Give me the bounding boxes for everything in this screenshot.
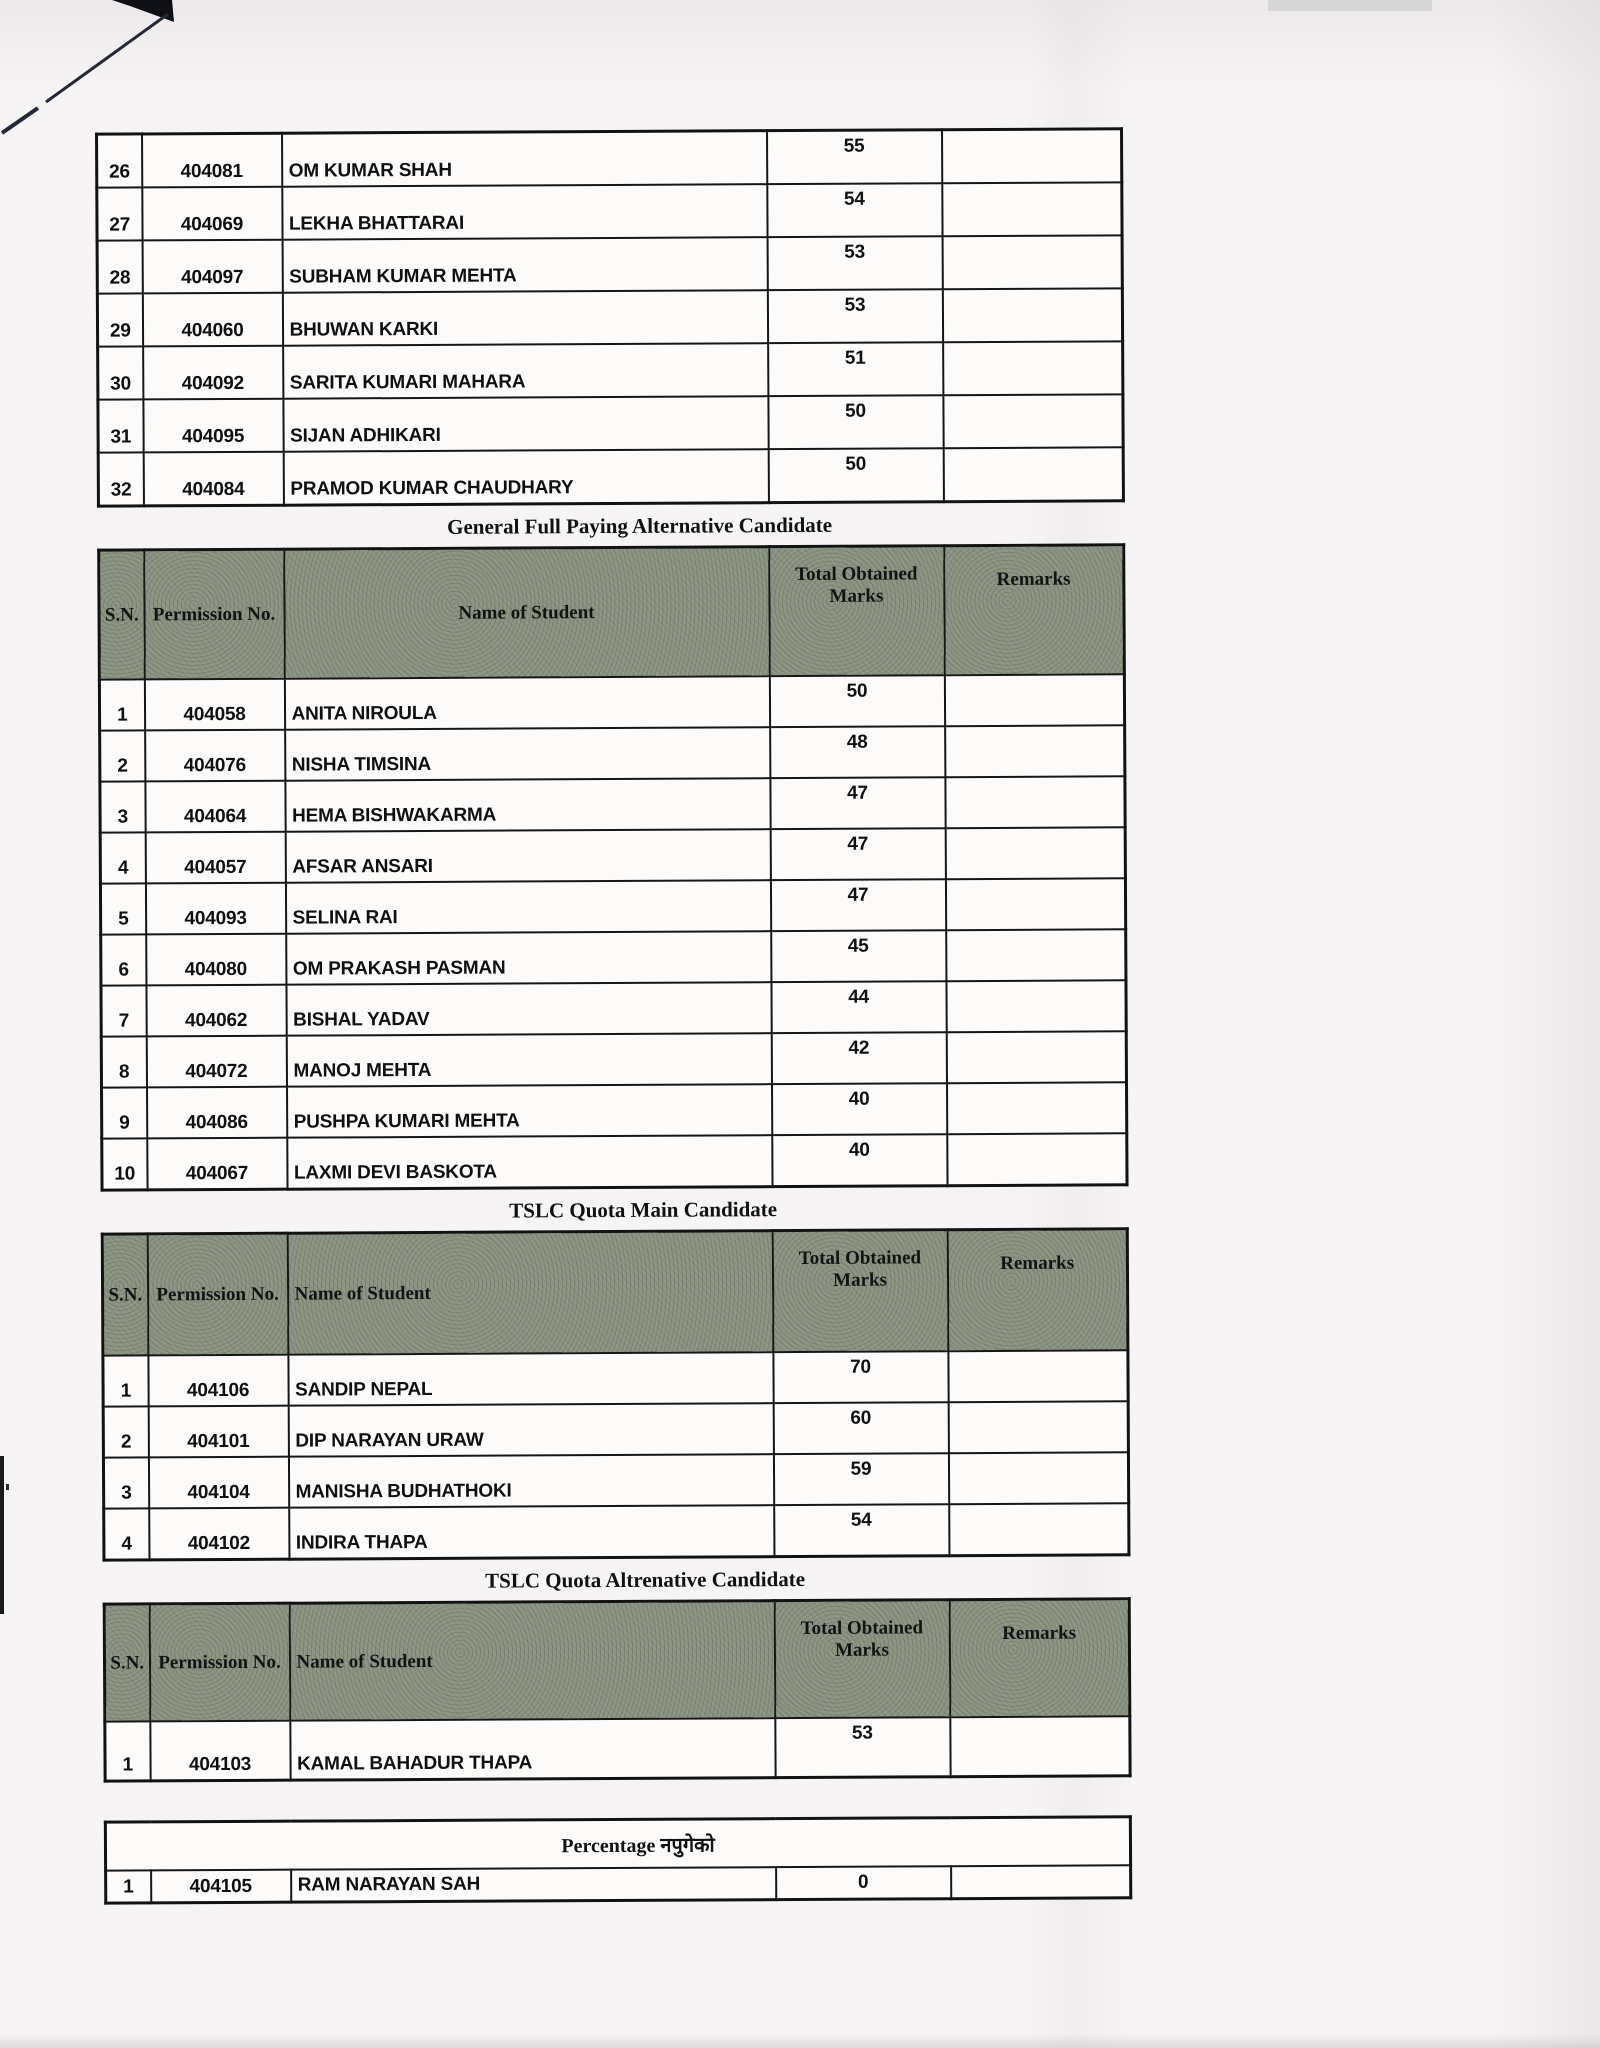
serial-number-cell: 26: [97, 134, 142, 188]
header-sn: S.N.: [99, 550, 145, 680]
table-row: [101, 929, 1126, 985]
remarks-cell: [942, 129, 1122, 183]
header-name-of-student: Name of Student: [289, 1601, 775, 1721]
total-marks-cell: 53: [775, 1717, 950, 1777]
remarks-cell: [945, 827, 1125, 879]
header-remarks: Remarks: [949, 1599, 1130, 1717]
remarks-cell: [944, 674, 1124, 726]
table-row: [99, 674, 1124, 730]
header-name-of-student: Name of Student: [287, 1231, 773, 1355]
student-name-cell: SUBHAM KUMAR MEHTA: [282, 237, 767, 293]
student-name-cell: SIJAN ADHIKARI: [283, 396, 768, 452]
table-row: [97, 235, 1122, 293]
student-name-cell: PRAMOD KUMAR CHAUDHARY: [283, 449, 768, 505]
total-marks-cell: 60: [773, 1402, 948, 1454]
header-permission-no: Permission No.: [149, 1603, 290, 1721]
student-name-cell: HEMA BISHWAKARMA: [285, 778, 770, 832]
total-marks-cell: 51: [768, 342, 943, 396]
remarks-cell: [945, 725, 1125, 777]
serial-number-cell: 28: [97, 240, 142, 293]
serial-number-cell: 2: [100, 730, 145, 781]
permission-no-cell: 404062: [146, 985, 286, 1037]
permission-no-cell: 404104: [148, 1457, 288, 1509]
student-name-cell: LEKHA BHATTARAI: [282, 184, 767, 240]
serial-number-cell: 30: [98, 346, 143, 399]
table-row: [97, 129, 1122, 188]
remarks-cell: [946, 980, 1126, 1032]
total-marks-cell: 47: [770, 777, 945, 829]
total-marks-cell: 54: [767, 183, 942, 237]
table-row: [100, 827, 1125, 883]
permission-no-cell: 404102: [149, 1508, 289, 1560]
remarks-cell: [942, 288, 1122, 342]
header-remarks: Remarks: [944, 545, 1125, 675]
table-row: [100, 725, 1125, 781]
total-marks-cell: 50: [768, 395, 943, 449]
permission-no-cell: 404076: [145, 730, 285, 782]
header-name-of-student: Name of Student: [284, 547, 770, 679]
results-table-tslc-main: [101, 1227, 1131, 1561]
permission-no-cell: 404093: [145, 883, 285, 935]
table-header-row: [99, 545, 1125, 680]
total-marks-cell: 54: [774, 1504, 949, 1556]
remarks-cell: [945, 776, 1125, 828]
results-table-percentage-short: [104, 1815, 1132, 1904]
permission-no-cell: 404072: [146, 1036, 286, 1088]
student-name-cell: LAXMI DEVI BASKOTA: [287, 1135, 772, 1189]
total-marks-cell: 44: [771, 981, 946, 1033]
table-row: [100, 878, 1125, 934]
serial-number-cell: 1: [99, 679, 144, 730]
total-marks-cell: 42: [771, 1032, 946, 1084]
table-row: [98, 341, 1123, 399]
permission-no-cell: 404101: [148, 1406, 288, 1458]
permission-no-cell: 404081: [142, 133, 282, 187]
section-title-tslc-quota-main: TSLC Quota Main Candidate: [509, 1197, 778, 1223]
student-name-cell: RAM NARAYAN SAH: [291, 1867, 776, 1902]
table-row: [103, 1452, 1128, 1508]
serial-number-cell: 3: [100, 781, 145, 832]
remarks-cell: [943, 447, 1123, 501]
serial-number-cell: 1: [103, 1355, 148, 1406]
total-marks-cell: 53: [767, 289, 942, 343]
serial-number-cell: 3: [103, 1457, 148, 1508]
table-header-row: [102, 1229, 1128, 1356]
remarks-cell: [945, 878, 1125, 930]
remarks-cell: [942, 182, 1122, 236]
table-header-row: [104, 1599, 1130, 1722]
student-name-cell: BHUWAN KARKI: [282, 290, 767, 346]
serial-number-cell: 4: [104, 1508, 149, 1560]
total-marks-cell: 47: [770, 879, 945, 931]
total-marks-cell: 70: [773, 1351, 948, 1403]
remarks-cell: [947, 1133, 1127, 1185]
table-row: [102, 1133, 1127, 1190]
serial-number-cell: 29: [97, 293, 142, 346]
table-row: [102, 1082, 1127, 1138]
permission-no-cell: 404057: [145, 832, 285, 884]
header-permission-no: Permission No.: [147, 1233, 288, 1355]
table-row: [97, 182, 1122, 240]
total-marks-cell: 48: [770, 726, 945, 778]
student-name-cell: OM PRAKASH PASMAN: [286, 931, 771, 985]
header-sn: S.N.: [102, 1234, 148, 1356]
spacer: [104, 1777, 1129, 1820]
student-name-cell: INDIRA THAPA: [289, 1505, 774, 1559]
remarks-cell: [946, 929, 1126, 981]
remarks-cell: [946, 1031, 1126, 1083]
header-remarks: Remarks: [947, 1229, 1128, 1351]
section-title-percentage-not-reached: Percentage नपुगेको: [105, 1817, 1130, 1871]
serial-number-cell: 1: [106, 1870, 151, 1903]
serial-number-cell: 6: [101, 934, 146, 985]
table-row: [105, 1716, 1130, 1781]
student-name-cell: KAMAL BAHADUR THAPA: [290, 1718, 775, 1780]
header-total-obtained-marks: Total Obtained Marks: [772, 1230, 948, 1352]
total-marks-cell: 47: [770, 828, 945, 880]
scan-artifact-top-right: [1268, 0, 1432, 11]
student-name-cell: AFSAR ANSARI: [285, 829, 770, 883]
student-name-cell: OM KUMAR SHAH: [282, 131, 767, 187]
permission-no-cell: 404095: [143, 399, 283, 453]
permission-no-cell: 404064: [145, 781, 285, 833]
table-row: [101, 1031, 1126, 1087]
permission-no-cell: 404106: [148, 1355, 288, 1407]
permission-no-cell: 404086: [147, 1087, 287, 1139]
permission-no-cell: 404084: [143, 452, 283, 506]
student-name-cell: SARITA KUMARI MAHARA: [283, 343, 768, 399]
serial-number-cell: 31: [98, 399, 143, 452]
table-row: [97, 288, 1122, 346]
scan-artifact-left-dot: [6, 1484, 9, 1490]
student-name-cell: SANDIP NEPAL: [288, 1352, 773, 1406]
student-name-cell: SELINA RAI: [285, 880, 770, 934]
serial-number-cell: 32: [98, 452, 143, 506]
section-title-general-full-paying-alternative: General Full Paying Alternative Candidate: [447, 512, 833, 539]
table-row: [100, 776, 1125, 832]
header-permission-no: Permission No.: [144, 549, 285, 679]
serial-number-cell: 27: [97, 187, 142, 240]
total-marks-cell: 40: [772, 1134, 947, 1186]
serial-number-cell: 4: [100, 832, 145, 883]
remarks-cell: [948, 1350, 1128, 1402]
table-header-row: [105, 1817, 1130, 1871]
header-sn: S.N.: [104, 1604, 150, 1722]
student-name-cell: MANOJ MEHTA: [286, 1033, 771, 1087]
permission-no-cell: 404058: [144, 679, 284, 731]
document-content: [95, 127, 1129, 1904]
serial-number-cell: 10: [102, 1138, 147, 1190]
results-table-continuation: [95, 127, 1125, 507]
total-marks-cell: 40: [771, 1083, 946, 1135]
remarks-cell: [948, 1452, 1128, 1504]
table-row: [104, 1503, 1129, 1560]
total-marks-cell: 50: [768, 448, 943, 502]
total-marks-cell: 53: [767, 236, 942, 290]
serial-number-cell: 9: [102, 1087, 147, 1138]
table-row: [101, 980, 1126, 1036]
total-marks-cell: 45: [771, 930, 946, 982]
serial-number-cell: 2: [103, 1406, 148, 1457]
remarks-cell: [943, 394, 1123, 448]
permission-no-cell: 404105: [151, 1870, 291, 1903]
total-marks-cell: 50: [769, 675, 944, 727]
serial-number-cell: 1: [105, 1721, 150, 1781]
remarks-cell: [950, 1716, 1130, 1776]
total-marks-cell: 0: [776, 1866, 951, 1899]
permission-no-cell: 404069: [142, 187, 282, 241]
table-row: [103, 1350, 1128, 1406]
results-table-general-alternative: [97, 543, 1128, 1191]
table-row: [103, 1401, 1128, 1457]
table-row: [98, 394, 1123, 452]
remarks-cell: [948, 1401, 1128, 1453]
student-name-cell: PUSHPA KUMARI MEHTA: [287, 1084, 772, 1138]
serial-number-cell: 8: [101, 1036, 146, 1087]
remarks-cell: [942, 235, 1122, 289]
header-total-obtained-marks: Total Obtained Marks: [769, 546, 945, 676]
serial-number-cell: 5: [100, 883, 145, 934]
permission-no-cell: 404092: [143, 346, 283, 400]
permission-no-cell: 404103: [150, 1721, 290, 1781]
serial-number-cell: 7: [101, 985, 146, 1036]
header-total-obtained-marks: Total Obtained Marks: [774, 1600, 950, 1718]
student-name-cell: DIP NARAYAN URAW: [288, 1403, 773, 1457]
remarks-cell: [943, 341, 1123, 395]
student-name-cell: BISHAL YADAV: [286, 982, 771, 1036]
total-marks-cell: 55: [767, 130, 942, 184]
permission-no-cell: 404080: [146, 934, 286, 986]
scan-artifact-left-edge: [0, 1456, 4, 1614]
results-table-tslc-alternative: [103, 1597, 1132, 1782]
total-marks-cell: 59: [773, 1453, 948, 1505]
table-row: [98, 447, 1123, 506]
student-name-cell: NISHA TIMSINA: [285, 727, 770, 781]
permission-no-cell: 404097: [142, 240, 282, 294]
permission-no-cell: 404067: [147, 1138, 287, 1190]
remarks-cell: [949, 1503, 1129, 1555]
remarks-cell: [946, 1082, 1126, 1134]
permission-no-cell: 404060: [142, 293, 282, 347]
student-name-cell: ANITA NIROULA: [284, 676, 769, 730]
remarks-cell: [951, 1865, 1131, 1898]
table-row: [106, 1865, 1131, 1903]
student-name-cell: MANISHA BUDHATHOKI: [288, 1454, 773, 1508]
section-title-tslc-quota-alternative: TSLC Quota Altrenative Candidate: [485, 1566, 806, 1593]
